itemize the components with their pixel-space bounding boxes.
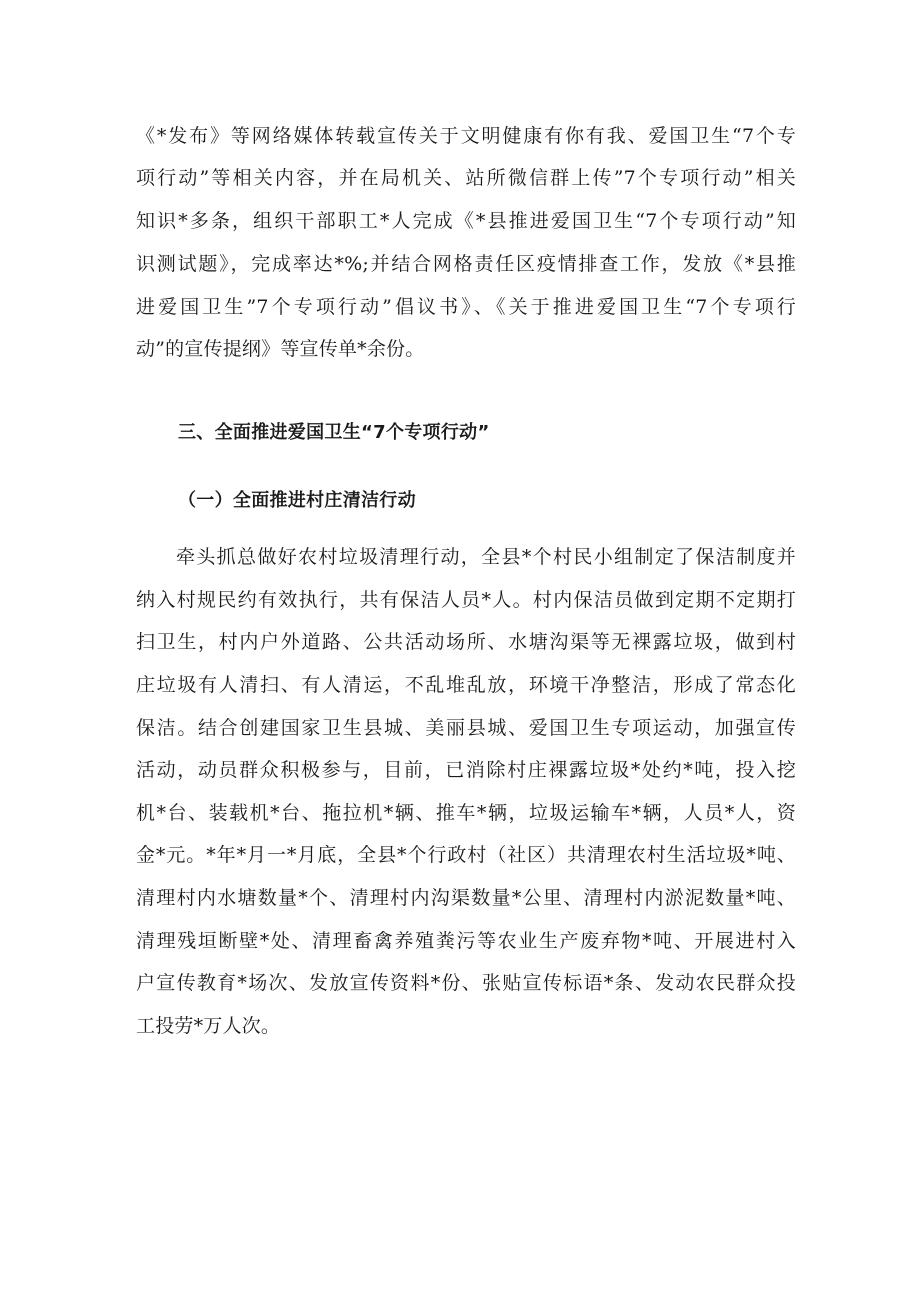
paragraph-line: 纳入村规民约有效执行，共有保洁人员*人。村内保洁员做到定期不定期打	[136, 589, 796, 611]
paragraph-line: 扫卫生，村内户外道路、公共活动场所、水塘沟渠等无裸露垃圾，做到村	[136, 631, 796, 653]
paragraph-line: 金*元。*年*月一*月底，全县*个行政村（社区）共清理农村生活垃圾*吨、	[136, 844, 796, 866]
paragraph-line: 牵头抓总做好农村垃圾清理行动，全县*个村民小组制定了保洁制度并	[176, 546, 796, 568]
paragraph-line: 清理残垣断壁*处、清理畜禽养殖粪污等农业生产废弃物*吨、开展进村入	[136, 930, 796, 952]
paragraph-line: 户宣传教育*场次、发放宣传资料*份、张贴宣传标语*条、发动农民群众投	[136, 972, 796, 994]
paragraph-line: 庄垃圾有人清扫、有人清运，不乱堆乱放，环境干净整洁，形成了常态化	[136, 674, 796, 696]
paragraph-line: 清理村内水塘数量*个、清理村内沟渠数量*公里、清理村内淤泥数量*吨、	[136, 887, 796, 909]
paragraph-line: 知识*多条，组织干部职工*人完成《*县推进爱国卫生“7个专项行动”知	[136, 210, 796, 232]
paragraph-line: 活动，动员群众积极参与，目前，已消除村庄裸露垃圾*处约*吨，投入挖	[136, 759, 796, 781]
paragraph-line: 保洁。结合创建国家卫生县城、美丽县城、爱国卫生专项运动，加强宣传	[136, 717, 796, 739]
section-heading: 三、全面推进爱国卫生“7个专项行动”	[178, 422, 490, 443]
paragraph-line: 动”的宣传提纲》等宣传单*余份。	[136, 338, 425, 360]
paragraph-line: 《*发布》等网络媒体转载宣传关于文明健康有你有我、爱国卫生“7个专	[136, 125, 796, 147]
subsection-heading: （一）全面推进村庄清洁行动	[178, 490, 416, 511]
paragraph-line: 项行动”等相关内容，并在局机关、站所微信群上传”7个专项行动”相关	[136, 167, 796, 189]
paragraph-line: 工投劳*万人次。	[136, 1015, 281, 1037]
paragraph-line: 机*台、装载机*台、拖拉机*辆、推车*辆，垃圾运输车*辆，人员*人，资	[136, 802, 796, 824]
paragraph-line: 进爱国卫生”7个专项行动”倡议书》、《关于推进爱国卫生“7个专项行	[136, 296, 796, 318]
paragraph-line: 识测试题》，完成率达*%;并结合网格责任区疫情排查工作，发放《*县推	[136, 253, 796, 275]
